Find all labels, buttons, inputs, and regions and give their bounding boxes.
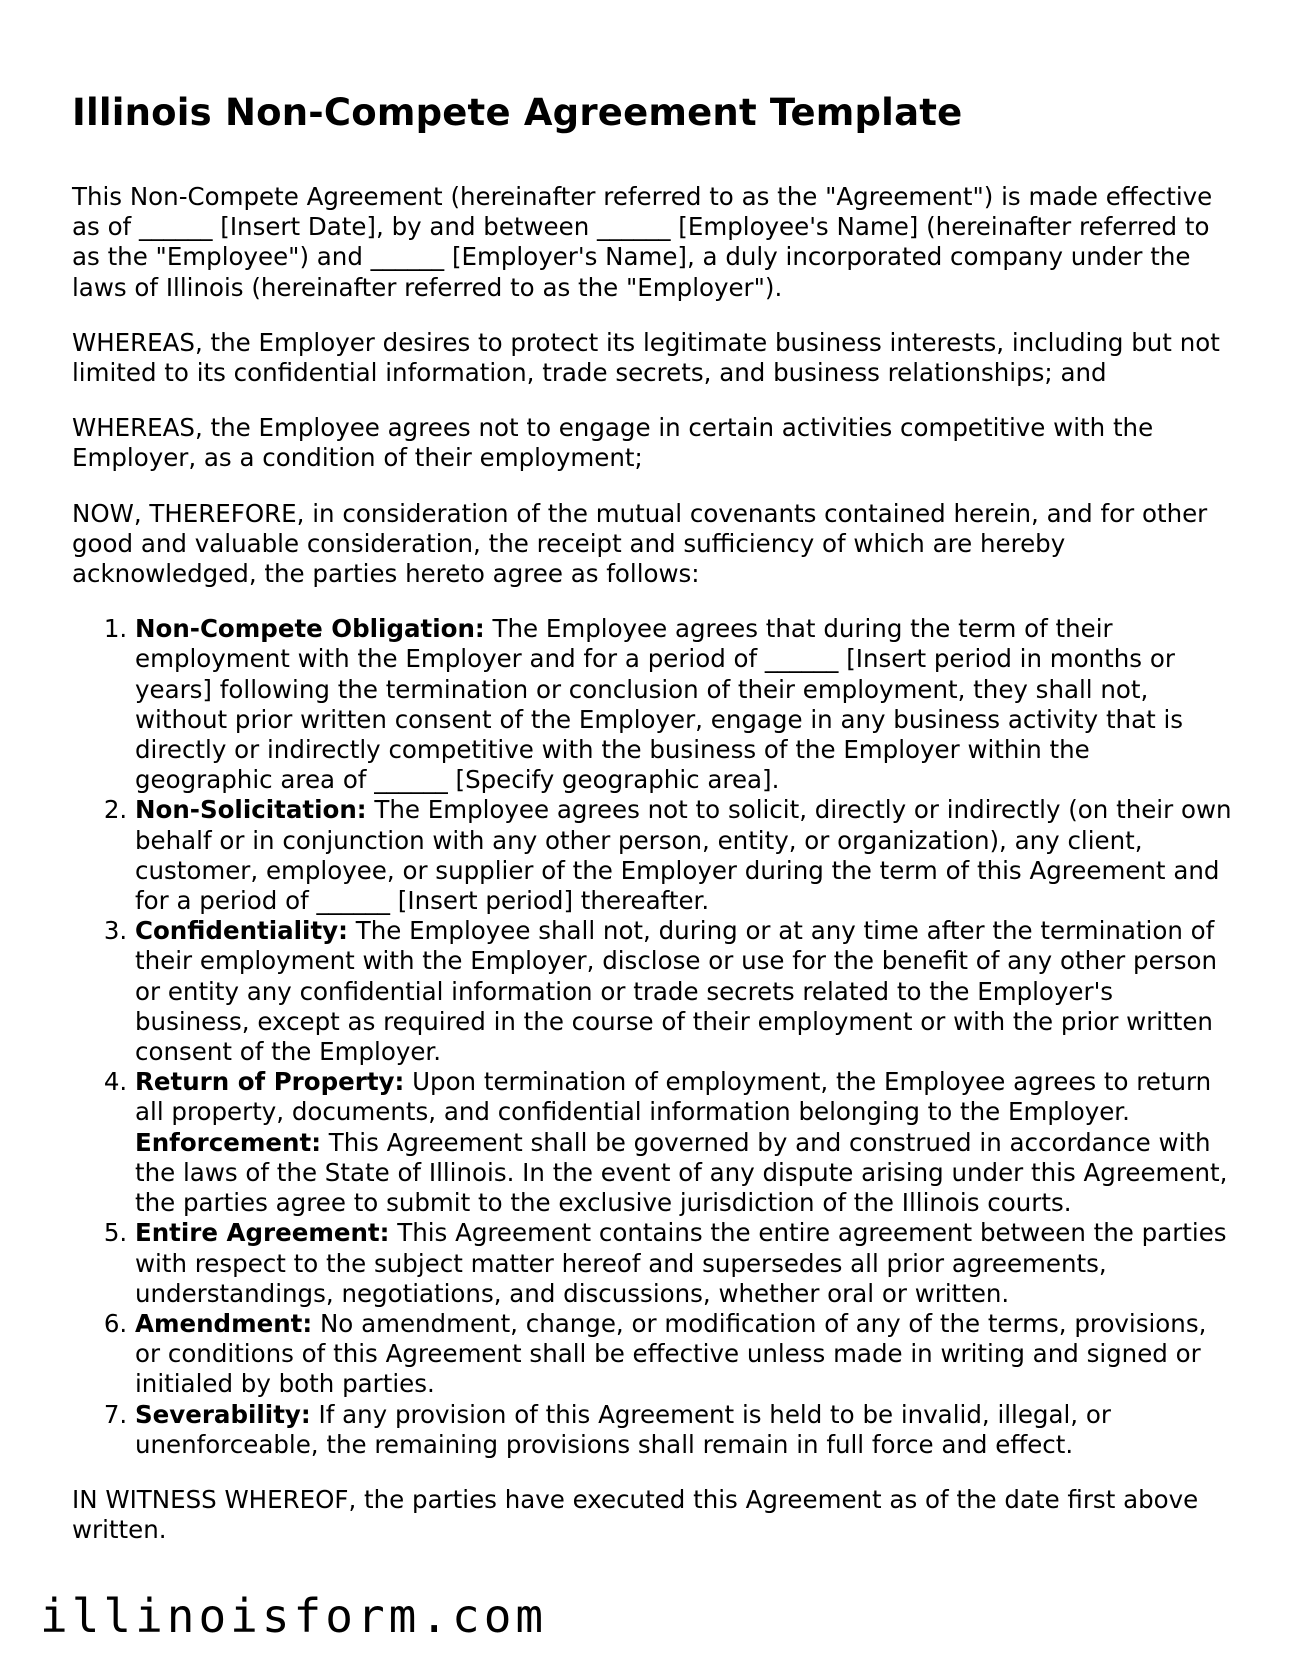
witness-paragraph: IN WITNESS WHEREOF, the parties have executed this Agreement as of the date first above written. <box>72 1484 1199 1545</box>
clause-severability <box>135 1400 1232 1460</box>
clause-text: This Agreement contains the entire agreement between the parties with respect to the subject matter hereof and supersedes all prior agreements, understandings, negotiations, and discussions, whether oral or written. <box>135 1218 1227 1308</box>
clause-text: If any provision of this Agreement is held to be invalid, illegal, or unenforceable, the remaining provisions shall remain in full force and effect. <box>135 1399 1111 1459</box>
clause-text: The Employee agrees not to solicit, directly or indirectly (on their own behalf or in conjunction with any other person, entity, or organization), any client, customer, employee, or supplier of the Employer during the term of this Agreement and for a period of ______ [Insert period] thereafter. <box>135 795 1232 916</box>
clauses-list <box>72 614 1232 1460</box>
clause-non-compete <box>135 614 1232 795</box>
clause-text: Upon termination of employment, the Employee agrees to return all property, documents, and confidential information belonging to the Employer. <box>135 1067 1212 1127</box>
whereas-paragraph-2: WHEREAS, the Employee agrees not to engage in certain activities competitive with the Employer, as a condition of their employment; <box>72 413 1154 473</box>
now-therefore-paragraph: NOW, THEREFORE, in consideration of the mutual covenants contained herein, and for other good and valuable consideration, the receipt and sufficiency of which are hereby acknowledged, the parties hereto agree as follows: <box>72 498 1208 589</box>
intro-paragraph: This Non-Compete Agreement (hereinafter referred to as the "Agreement") is made effective as of ______ [Insert Date], by and between ______ [Employee's Name] (hereinafter referred to as the "Employee") and ______ [Employer's Name], a duly incorporated company under the laws of Illinois (hereinafter referred to as the "Employer"). <box>72 182 1213 302</box>
clause-text: This Agreement shall be governed by and construed in accordance with the laws of the State of Illinois. In the event of any dispute arising under this Agreement, the parties agree to submit to the exclusive jurisdiction of the Illinois courts. <box>135 1127 1228 1218</box>
clause-heading: Entire Agreement: <box>135 1218 390 1248</box>
clause-heading: Non-Solicitation: <box>135 795 367 825</box>
document-page <box>72 88 1232 1570</box>
clause-heading: Confidentiality: <box>135 916 348 946</box>
clause-non-solicitation <box>135 795 1232 916</box>
clause-return-of-property <box>135 1067 1232 1218</box>
clause-heading: Enforcement: <box>135 1127 321 1157</box>
clause-heading: Non-Compete Obligation: <box>135 614 485 644</box>
clause-entire-agreement <box>135 1218 1232 1309</box>
clause-confidentiality <box>135 916 1232 1067</box>
clause-heading: Amendment: <box>135 1308 313 1338</box>
whereas-paragraph-1: WHEREAS, the Employer desires to protect its legitimate business interests, including but not limited to its confidential information, trade secrets, and business relationships; and <box>72 327 1220 388</box>
clause-amendment <box>135 1309 1232 1400</box>
clause-text: The Employee agrees that during the term of their employment with the Employer and for a period of ______ [Insert period in months or years] following the termination or conclusion of their employment, they shall not, without prior written consent of the Employer, engage in any business activity that is directly or indirectly competitive with the business of the Employer within the geographic area of ______ [Specify geographic area]. <box>135 614 1184 795</box>
clause-enforcement <box>135 1128 1232 1219</box>
site-watermark: illinoisform.com <box>40 1589 548 1643</box>
clause-text: No amendment, change, or modification of any of the terms, provisions, or conditions of this Agreement shall be effective unless made in writing and signed or initialed by both parties. <box>135 1308 1207 1399</box>
document-title: Illinois Non-Compete Agreement Template <box>72 91 963 134</box>
clause-heading: Severability: <box>135 1399 311 1429</box>
clause-text: The Employee shall not, during or at any time after the termination of their employment with the Employer, disclose or use for the benefit of any other person or entity any confidential information or trade secrets related to the Employer's business, except as required in the course of their employment or with the prior written consent of the Employer. <box>135 916 1218 1067</box>
clause-heading: Return of Property: <box>135 1067 405 1097</box>
